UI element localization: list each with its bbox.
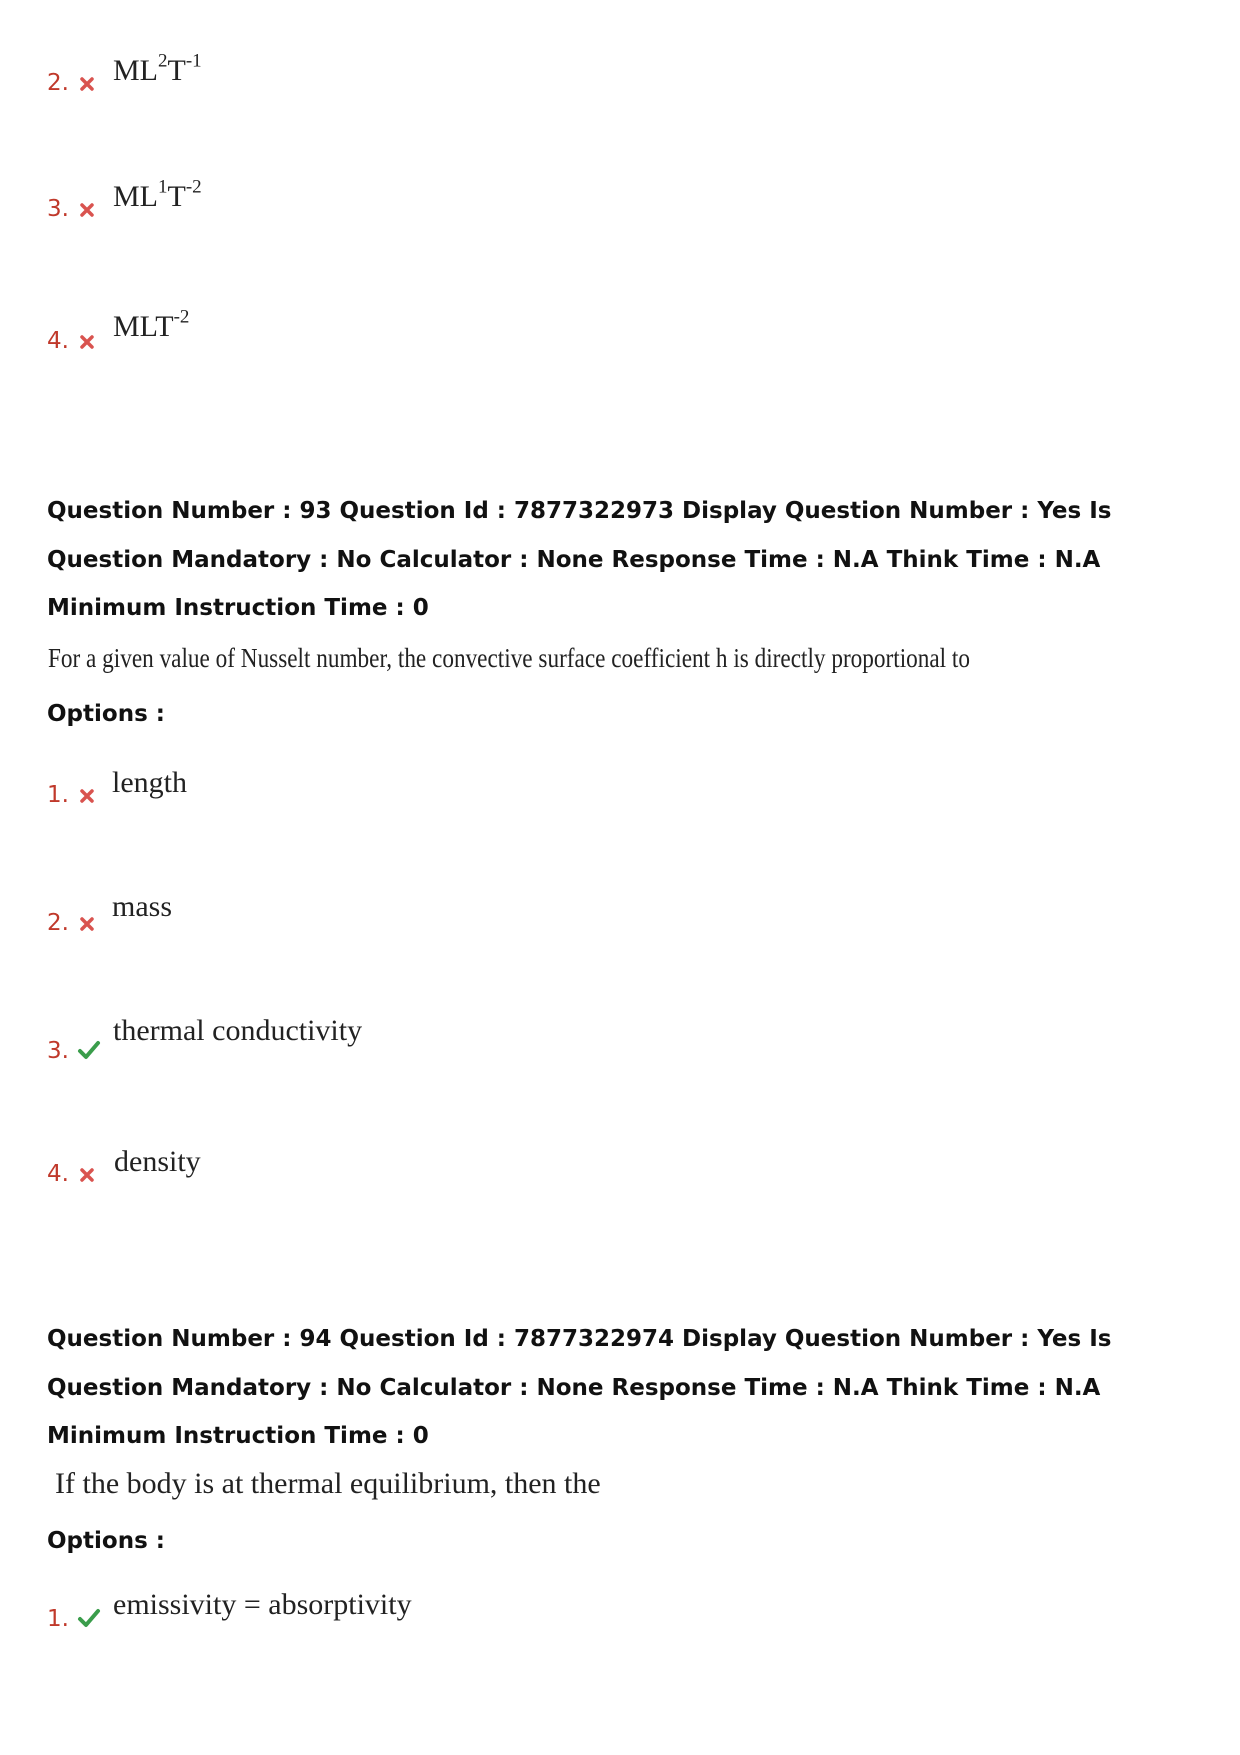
check-icon xyxy=(77,1606,101,1630)
options-label: Options : xyxy=(47,701,165,727)
options-label: Options : xyxy=(47,1528,165,1554)
option-number: 3. xyxy=(47,1038,69,1064)
option-number: 4. xyxy=(47,1161,69,1187)
option-text: mass xyxy=(112,890,172,923)
option-text: density xyxy=(114,1145,201,1178)
option-text: $MLT^{-2}$ xyxy=(113,306,190,343)
cross-icon xyxy=(77,332,97,352)
question-header: Question Number : 94 Question Id : 7877322974 Display Question Number : Yes Is Question Mandatory : No Calculator : None Response Time : N.A Think Time : N.A Minimum Instruction Time : 0 xyxy=(47,1326,1112,1449)
question-text: For a given value of Nusselt number, the convective surface coefficient h is directly proportional to xyxy=(48,643,970,673)
question-header: Question Number : 93 Question Id : 7877322973 Display Question Number : Yes Is Question Mandatory : No Calculator : None Response Time : N.A Think Time : N.A Minimum Instruction Time : 0 xyxy=(47,498,1112,621)
option-number: 1. xyxy=(47,1606,69,1632)
option-number: 4. xyxy=(47,328,69,354)
cross-icon xyxy=(77,914,97,934)
option-number: 2. xyxy=(47,910,69,936)
cross-icon xyxy=(77,200,97,220)
option-number: 2. xyxy=(47,70,69,96)
option-number: 1. xyxy=(47,782,69,808)
cross-icon xyxy=(77,786,97,806)
option-text: $ML^2T^{-1}$ xyxy=(113,50,202,87)
option-text: length xyxy=(112,766,187,799)
question-text: If the body is at thermal equilibrium, then the xyxy=(55,1467,601,1500)
cross-icon xyxy=(77,1165,97,1185)
cross-icon xyxy=(77,74,97,94)
option-number: 3. xyxy=(47,196,69,222)
option-text: $ML^1T^{-2}$ xyxy=(113,176,202,213)
option-text: emissivity = absorptivity xyxy=(113,1588,412,1621)
option-text: thermal conductivity xyxy=(113,1014,363,1047)
check-icon xyxy=(77,1038,101,1062)
